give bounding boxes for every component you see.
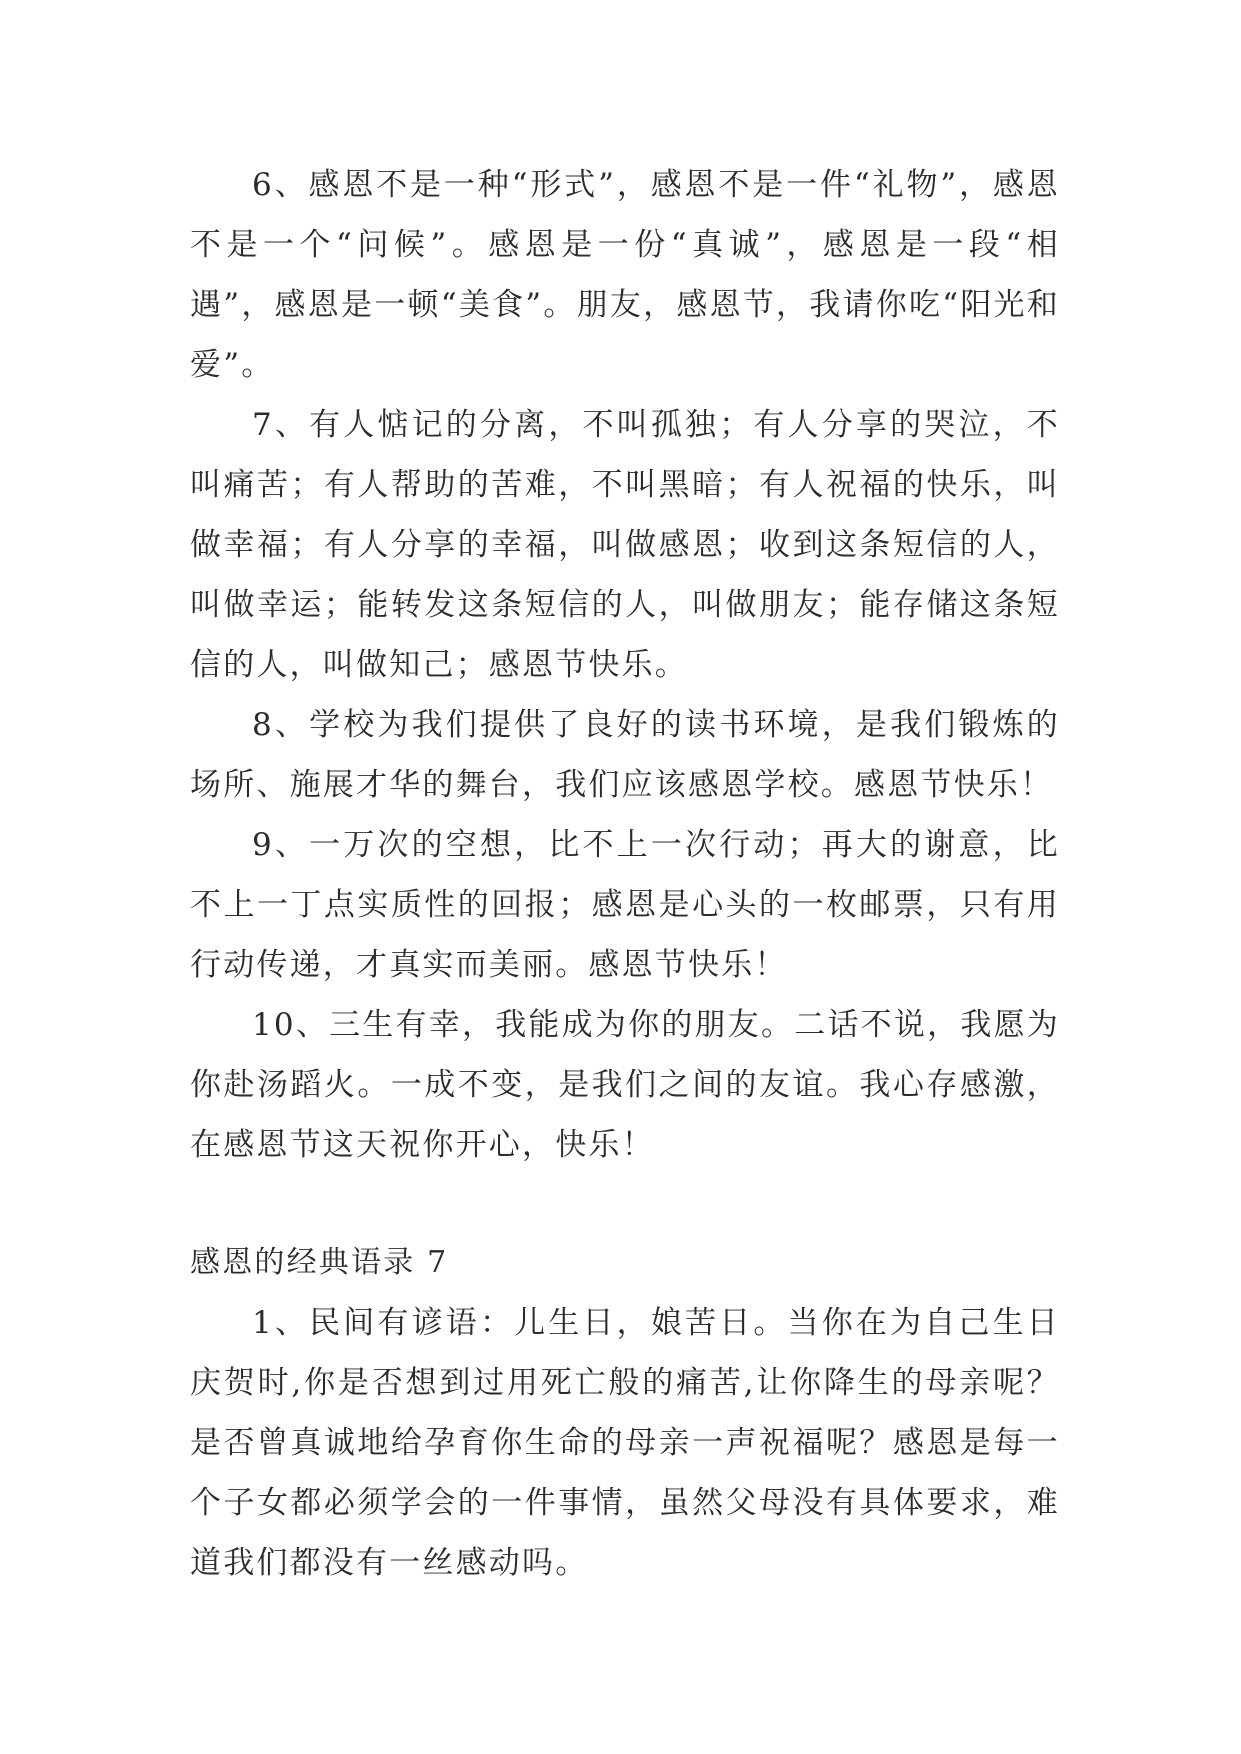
paragraph-10: 10、三生有幸，我能成为你的朋友。二话不说，我愿为你赴汤蹈火。一成不变，是我们之间的友谊。我心存感激，在感恩节这天祝你开心，快乐！	[190, 1007, 1060, 1163]
section-heading: 感恩的经典语录 7	[190, 1245, 449, 1280]
paragraph-7: 7、有人惦记的分离，不叫孤独；有人分享的哭泣，不叫痛苦；有人帮助的苦难，不叫黑暗；有人祝福的快乐，叫做幸福；有人分享的幸福，叫做感恩；收到这条短信的人，叫做幸运；能转发这条短信的人，叫做朋友；能存储这条短信的人，叫做知己；感恩节快乐。	[190, 407, 1060, 683]
paragraph-8: 8、学校为我们提供了良好的读书环境，是我们锻炼的场所、施展才华的舞台，我们应该感恩学校。感恩节快乐！	[190, 707, 1060, 803]
document-body	[190, 155, 1060, 1593]
paragraph-6: 6、感恩不是一种“形式”，感恩不是一件“礼物”，感恩不是一个“问候”。感恩是一份“真诚”，感恩是一段“相遇”，感恩是一顿“美食”。朋友，感恩节，我请你吃“阳光和爱”。	[190, 167, 1060, 383]
paragraph-9: 9、一万次的空想，比不上一次行动；再大的谢意，比不上一丁点实质性的回报；感恩是心头的一枚邮票，只有用行动传递，才真实而美丽。感恩节快乐！	[190, 827, 1060, 983]
section-paragraph-1: 1、民间有谚语：儿生日，娘苦日。当你在为自己生日庆贺时,你是否想到过用死亡般的痛苦,让你降生的母亲呢？是否曾真诚地给孕育你生命的母亲一声祝福呢？感恩是每一个子女都必须学会的一件事情，虽然父母没有具体要求，难道我们都没有一丝感动吗。	[190, 1305, 1060, 1581]
